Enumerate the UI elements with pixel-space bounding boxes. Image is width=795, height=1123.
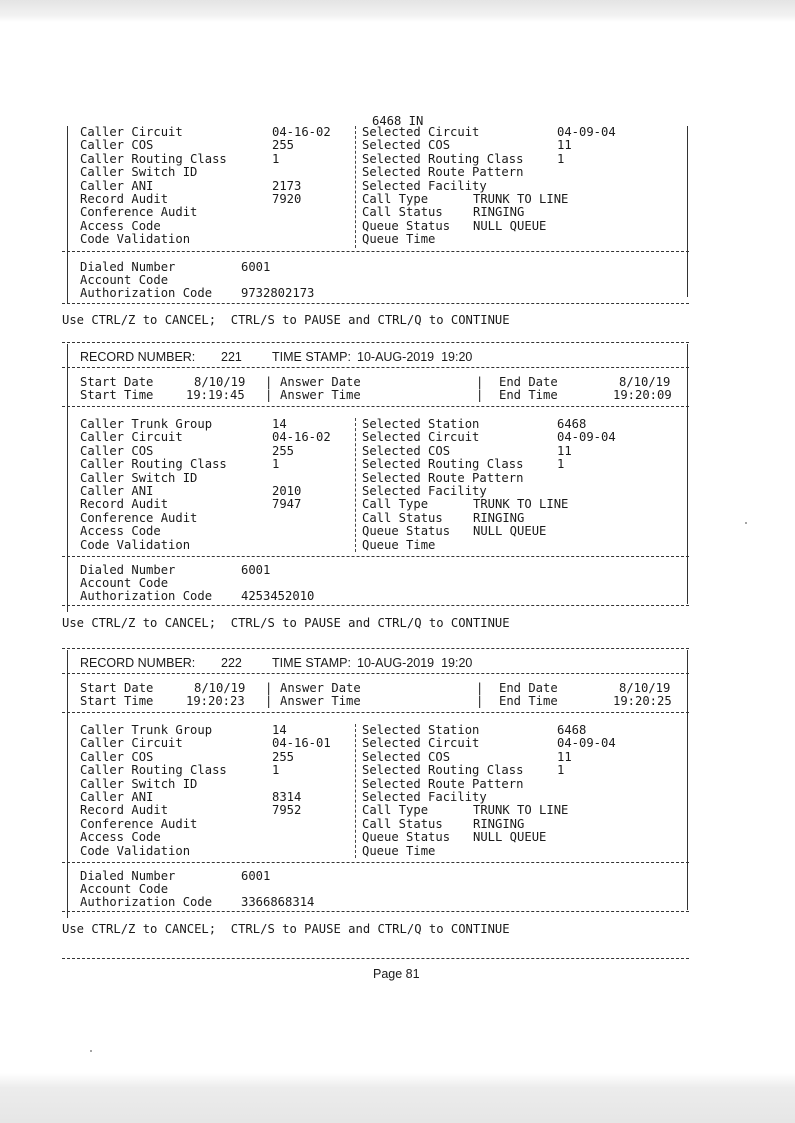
end-time: 19:20:25 bbox=[613, 694, 672, 708]
column-separator bbox=[355, 724, 356, 858]
caller-field-value: 7920 bbox=[272, 192, 302, 206]
selected-field-label: Selected Route Pattern bbox=[362, 165, 524, 180]
account-code-label: Account Code bbox=[80, 882, 169, 896]
timestamp-label: TIME STAMP: bbox=[272, 350, 351, 364]
caller-field-value: 04-16-02 bbox=[272, 125, 331, 139]
selected-field-label: Queue Status bbox=[362, 218, 451, 233]
caller-field-label: Record Audit bbox=[80, 192, 169, 206]
caller-field-label: Access Code bbox=[80, 524, 161, 539]
answer-date-label: Answer Date bbox=[280, 681, 361, 695]
start-time: 19:19:45 bbox=[186, 388, 245, 402]
pipe: | bbox=[265, 694, 273, 708]
caller-field-label: Caller Routing Class bbox=[80, 151, 227, 166]
selected-field-value: 04-09-04 bbox=[557, 430, 616, 445]
pipe: | bbox=[476, 375, 484, 389]
selected-field-value: NULL QUEUE bbox=[473, 524, 547, 539]
caller-field-label: Record Audit bbox=[80, 803, 169, 818]
selected-field-label: Queue Status bbox=[362, 830, 451, 845]
dialed-number-label: Dialed Number bbox=[80, 563, 176, 577]
selected-field-label: Selected Station bbox=[362, 417, 480, 431]
selected-field-value: TRUNK TO LINE bbox=[473, 192, 569, 206]
selected-field-label: Selected COS bbox=[362, 749, 451, 764]
caller-field-value: 1 bbox=[272, 763, 280, 778]
selected-field-label: Selected Station bbox=[362, 723, 480, 737]
selected-field-value: 11 bbox=[557, 443, 572, 458]
caller-field-label: Caller Circuit bbox=[80, 736, 183, 751]
caller-field-label: Caller Switch ID bbox=[80, 470, 198, 485]
selected-field-label: Selected Routing Class bbox=[362, 151, 524, 166]
vertical-rule bbox=[67, 126, 68, 304]
selected-field-label: Queue Time bbox=[362, 537, 436, 552]
caller-field-value: 04-16-02 bbox=[272, 430, 331, 445]
control-prompt: Use CTRL/Z to CANCEL; CTRL/S to PAUSE and CTRL/Q to CONTINUE bbox=[62, 616, 510, 630]
selected-field-value: 04-09-04 bbox=[557, 125, 616, 139]
caller-field-label: Caller Routing Class bbox=[80, 457, 227, 472]
caller-field-label: Conference Audit bbox=[80, 205, 198, 220]
selected-field-label: Selected COS bbox=[362, 138, 451, 153]
selected-field-value: TRUNK TO LINE bbox=[473, 803, 569, 818]
caller-field-value: 2173 bbox=[272, 178, 302, 193]
caller-field-label: Record Audit bbox=[80, 497, 169, 512]
control-prompt: Use CTRL/Z to CANCEL; CTRL/S to PAUSE and CTRL/Q to CONTINUE bbox=[62, 922, 510, 936]
selected-field-value: 11 bbox=[557, 749, 572, 764]
page-number: Page 81 bbox=[373, 967, 420, 981]
selected-station-value: 6468 IN bbox=[372, 114, 424, 128]
dialed-number-value: 6001 bbox=[241, 563, 271, 577]
column-separator bbox=[355, 418, 356, 552]
dashed-divider bbox=[62, 648, 689, 649]
caller-field-value: 1 bbox=[272, 457, 280, 472]
dashed-divider bbox=[62, 342, 689, 343]
caller-field-label: Access Code bbox=[80, 830, 161, 845]
answer-time-label: Answer Time bbox=[280, 388, 361, 402]
caller-field-value: 04-16-01 bbox=[272, 736, 331, 751]
pipe: | bbox=[265, 375, 273, 389]
dashed-divider bbox=[62, 958, 689, 959]
caller-field-label: Caller ANI bbox=[80, 790, 154, 804]
selected-field-value: 6468 bbox=[557, 417, 587, 431]
selected-field-value: 6468 bbox=[557, 723, 587, 737]
dashed-divider bbox=[62, 303, 689, 304]
start-date-label: Start Date bbox=[80, 681, 154, 695]
selected-field-value: RINGING bbox=[473, 816, 525, 831]
record-number: 222 bbox=[221, 656, 242, 670]
caller-field-value: 255 bbox=[272, 749, 295, 764]
scan-bottom-edge bbox=[0, 1073, 795, 1123]
selected-field-label: Call Type bbox=[362, 803, 429, 818]
selected-field-label: Call Type bbox=[362, 497, 429, 512]
selected-field-label: Call Status bbox=[362, 205, 443, 220]
dialed-number-label: Dialed Number bbox=[80, 869, 176, 883]
record-number: 221 bbox=[221, 350, 242, 364]
selected-field-label: Selected Route Pattern bbox=[362, 776, 524, 791]
caller-field-label: Caller COS bbox=[80, 138, 154, 153]
vertical-rule bbox=[687, 126, 688, 297]
caller-field-label: Caller Switch ID bbox=[80, 165, 198, 180]
selected-field-label: Selected Routing Class bbox=[362, 763, 524, 778]
dashed-divider bbox=[62, 556, 689, 557]
caller-field-label: Caller COS bbox=[80, 749, 154, 764]
vertical-rule bbox=[687, 650, 688, 910]
caller-field-label: Conference Audit bbox=[80, 510, 198, 525]
authorization-code-label: Authorization Code bbox=[80, 895, 213, 909]
dialed-number-value: 6001 bbox=[241, 260, 271, 274]
pipe: | bbox=[476, 681, 484, 695]
caller-field-label: Caller Switch ID bbox=[80, 776, 198, 791]
caller-field-label: Code Validation bbox=[80, 537, 191, 552]
selected-field-label: Selected Circuit bbox=[362, 430, 480, 445]
caller-field-label: Caller Routing Class bbox=[80, 763, 227, 778]
selected-field-value: NULL QUEUE bbox=[473, 830, 547, 845]
pipe: | bbox=[476, 694, 484, 708]
column-separator bbox=[355, 126, 356, 248]
selected-field-value: RINGING bbox=[473, 510, 525, 525]
caller-field-value: 1 bbox=[272, 151, 280, 166]
dashed-divider bbox=[62, 712, 689, 713]
caller-field-value: 2010 bbox=[272, 484, 302, 498]
selected-field-label: Queue Time bbox=[362, 232, 436, 247]
caller-field-label: Caller Trunk Group bbox=[80, 417, 213, 431]
selected-field-label: Selected Circuit bbox=[362, 125, 480, 139]
selected-field-label: Call Status bbox=[362, 510, 443, 525]
answer-time-label: Answer Time bbox=[280, 694, 361, 708]
caller-field-label: Code Validation bbox=[80, 843, 191, 858]
selected-field-value: TRUNK TO LINE bbox=[473, 497, 569, 512]
selected-field-label: Selected COS bbox=[362, 443, 451, 458]
control-prompt: Use CTRL/Z to CANCEL; CTRL/S to PAUSE and CTRL/Q to CONTINUE bbox=[62, 313, 510, 327]
end-date: 8/10/19 bbox=[619, 681, 671, 695]
caller-field-label: Caller ANI bbox=[80, 484, 154, 498]
selected-field-value: RINGING bbox=[473, 205, 525, 220]
start-date-label: Start Date bbox=[80, 375, 154, 389]
pipe: | bbox=[476, 388, 484, 402]
end-time: 19:20:09 bbox=[613, 388, 672, 402]
end-date-label: End Date bbox=[499, 375, 558, 389]
vertical-rule bbox=[67, 650, 68, 918]
caller-field-label: Conference Audit bbox=[80, 816, 198, 831]
caller-field-label: Caller Circuit bbox=[80, 125, 183, 139]
caller-field-value: 14 bbox=[272, 417, 287, 431]
caller-field-value: 14 bbox=[272, 723, 287, 737]
start-date: 8/10/19 bbox=[194, 681, 246, 695]
selected-field-value: 04-09-04 bbox=[557, 736, 616, 751]
selected-field-label: Call Status bbox=[362, 816, 443, 831]
selected-field-value: 1 bbox=[557, 763, 565, 778]
dashed-divider bbox=[62, 673, 689, 674]
dashed-divider bbox=[62, 367, 689, 368]
selected-field-value: 1 bbox=[557, 457, 565, 472]
timestamp: 10-AUG-2019 19:20 bbox=[357, 350, 473, 364]
dashed-divider bbox=[62, 911, 689, 912]
selected-field-value: 11 bbox=[557, 138, 572, 153]
selected-field-value: NULL QUEUE bbox=[473, 218, 547, 233]
timestamp-label: TIME STAMP: bbox=[272, 656, 351, 670]
selected-field-label: Selected Routing Class bbox=[362, 457, 524, 472]
caller-field-label: Access Code bbox=[80, 218, 161, 233]
vertical-rule bbox=[67, 344, 68, 612]
caller-field-label: Caller COS bbox=[80, 443, 154, 458]
timestamp: 10-AUG-2019 19:20 bbox=[357, 656, 473, 670]
scan-speck bbox=[745, 522, 747, 524]
selected-field-label: Call Type bbox=[362, 192, 429, 206]
dashed-divider bbox=[62, 251, 689, 252]
dashed-divider bbox=[62, 406, 689, 407]
end-time-label: End Time bbox=[499, 694, 558, 708]
selected-field-label: Selected Facility bbox=[362, 178, 487, 193]
dashed-divider bbox=[62, 605, 689, 606]
caller-field-label: Caller Circuit bbox=[80, 430, 183, 445]
account-code-label: Account Code bbox=[80, 273, 169, 287]
scan-speck bbox=[90, 1050, 92, 1052]
account-code-label: Account Code bbox=[80, 576, 169, 590]
authorization-code-label: Authorization Code bbox=[80, 589, 213, 603]
start-time: 19:20:23 bbox=[186, 694, 245, 708]
scan-top-edge bbox=[0, 0, 795, 22]
authorization-code-label: Authorization Code bbox=[80, 286, 213, 300]
selected-field-value: 1 bbox=[557, 151, 565, 166]
record-number-label: RECORD NUMBER: bbox=[80, 656, 196, 670]
authorization-code-value: 9732802173 bbox=[241, 286, 315, 300]
dialed-number-label: Dialed Number bbox=[80, 260, 176, 274]
caller-field-value: 8314 bbox=[272, 790, 302, 804]
authorization-code-value: 4253452010 bbox=[241, 589, 315, 603]
selected-field-label: Queue Status bbox=[362, 524, 451, 539]
answer-date-label: Answer Date bbox=[280, 375, 361, 389]
caller-field-label: Code Validation bbox=[80, 232, 191, 247]
selected-field-label: Selected Circuit bbox=[362, 736, 480, 751]
pipe: | bbox=[265, 681, 273, 695]
dashed-divider bbox=[62, 862, 689, 863]
start-date: 8/10/19 bbox=[194, 375, 246, 389]
caller-field-value: 7952 bbox=[272, 803, 302, 818]
start-time-label: Start Time bbox=[80, 694, 154, 708]
end-date-label: End Date bbox=[499, 681, 558, 695]
selected-field-label: Selected Facility bbox=[362, 484, 487, 498]
caller-field-label: Caller ANI bbox=[80, 178, 154, 193]
start-time-label: Start Time bbox=[80, 388, 154, 402]
selected-field-label: Selected Route Pattern bbox=[362, 470, 524, 485]
caller-field-value: 7947 bbox=[272, 497, 302, 512]
caller-field-value: 255 bbox=[272, 443, 295, 458]
end-time-label: End Time bbox=[499, 388, 558, 402]
selected-field-label: Queue Time bbox=[362, 843, 436, 858]
selected-field-label: Selected Facility bbox=[362, 790, 487, 804]
end-date: 8/10/19 bbox=[619, 375, 671, 389]
caller-field-value: 255 bbox=[272, 138, 295, 153]
vertical-rule bbox=[687, 344, 688, 604]
caller-field-label: Caller Trunk Group bbox=[80, 723, 213, 737]
authorization-code-value: 3366868314 bbox=[241, 895, 315, 909]
record-number-label: RECORD NUMBER: bbox=[80, 350, 196, 364]
dialed-number-value: 6001 bbox=[241, 869, 271, 883]
pipe: | bbox=[265, 388, 273, 402]
